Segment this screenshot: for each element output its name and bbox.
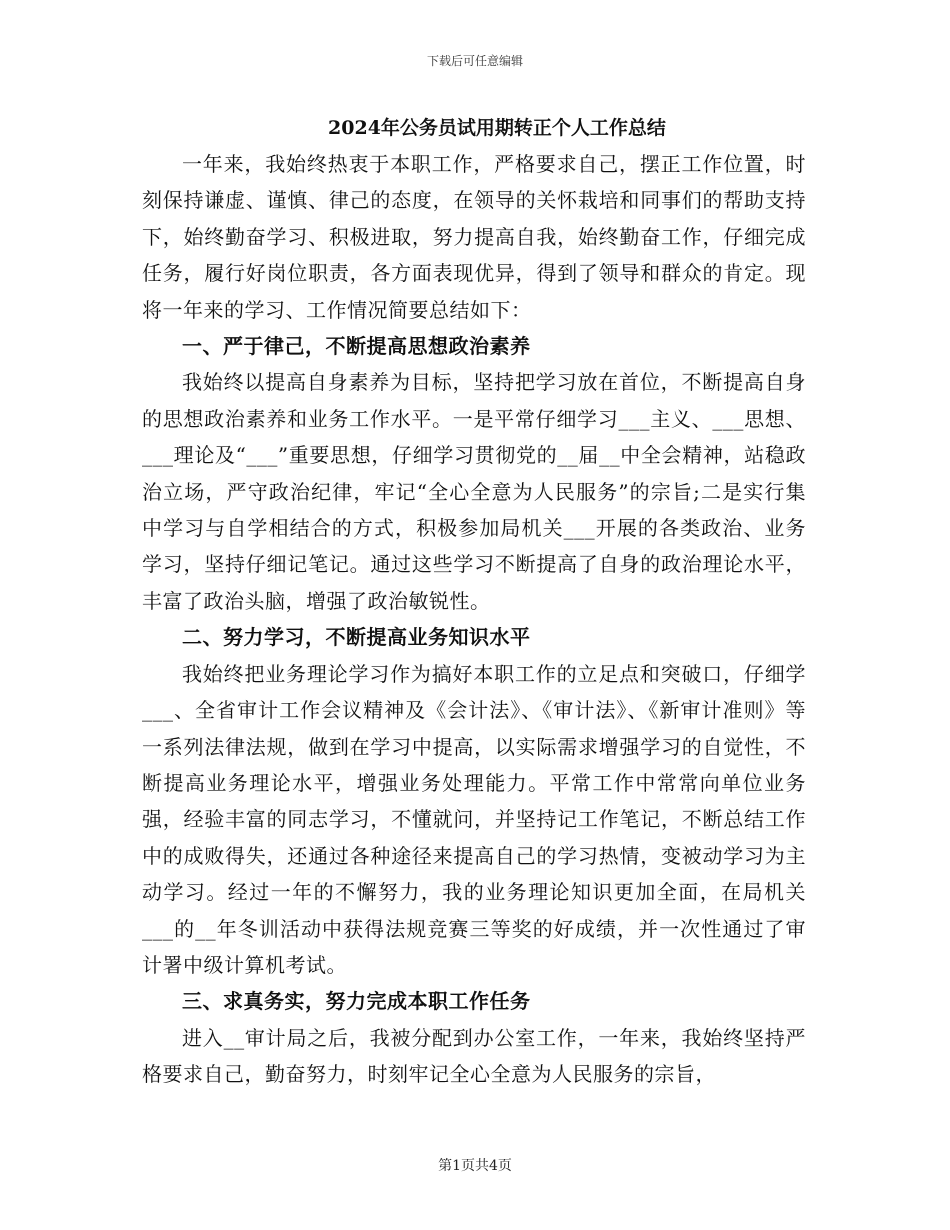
header-note: 下载后可任意编辑 — [426, 54, 523, 68]
document-body — [142, 110, 806, 1093]
paragraph-section-2: 我始终把业务理论学习作为搞好本职工作的立足点和突破口，仔细学___、全省审计工作会议精神及《会计法》、《审计法》、《新审计准则》等一系列法律法规，做到在学习中提高，以实际需求增强学习的自觉性，不断提高业务理论水平，增强业务处理能力。平常工作中常常向单位业务强，经验丰富的同志学习，不懂就问，并坚持记工作笔记，不断总结工作中的成败得失，还通过各种途径来提高自己的学习热情，变被动学习为主动学习。经过一年的不懈努力，我的业务理论知识更加全面，在局机关___的__年冬训活动中获得法规竞赛三等奖的好成绩，并一次性通过了审计署中级计算机考试。 — [142, 661, 806, 977]
paragraph-section-3: 进入__审计局之后，我被分配到办公室工作，一年来，我始终坚持严格要求自己，勤奋努力，时刻牢记全心全意为人民服务的宗旨， — [142, 1025, 806, 1087]
paragraph-intro: 一年来，我始终热衷于本职工作，严格要求自己，摆正工作位置，时刻保持谦虚、谨慎、律己的态度，在领导的关怀栽培和同事们的帮助支持下，始终勤奋学习、积极进取，努力提高自我，始终勤奋工作，仔细完成任务，履行好岗位职责，各方面表现优异，得到了领导和群众的肯定。现将一年来的学习、工作情况简要总结如下： — [142, 152, 806, 322]
document-title: 2024年公务员试用期转正个人工作总结 — [328, 117, 666, 139]
section-heading-1: 一、严于律己，不断提高思想政治素养 — [182, 334, 531, 359]
section-heading-3: 三、求真务实，努力完成本职工作任务 — [182, 989, 531, 1014]
paragraph-section-1: 我始终以提高自身素养为目标，坚持把学习放在首位，不断提高自身的思想政治素养和业务工作水平。一是平常仔细学习___主义、___思想、___理论及“___”重要思想，仔细学习贯彻党的__届__中全会精神，站稳政治立场，严守政治纪律，牢记“全心全意为人民服务”的宗旨;二是实行集中学习与自学相结合的方式，积极参加局机关___开展的各类政治、业务学习，坚持仔细记笔记。通过这些学习不断提高了自身的政治理论水平，丰富了政治头脑，增强了政治敏锐性。 — [142, 370, 806, 613]
page-footer: 第1页共4页 — [438, 1158, 512, 1174]
section-heading-2: 二、努力学习，不断提高业务知识水平 — [182, 625, 531, 650]
